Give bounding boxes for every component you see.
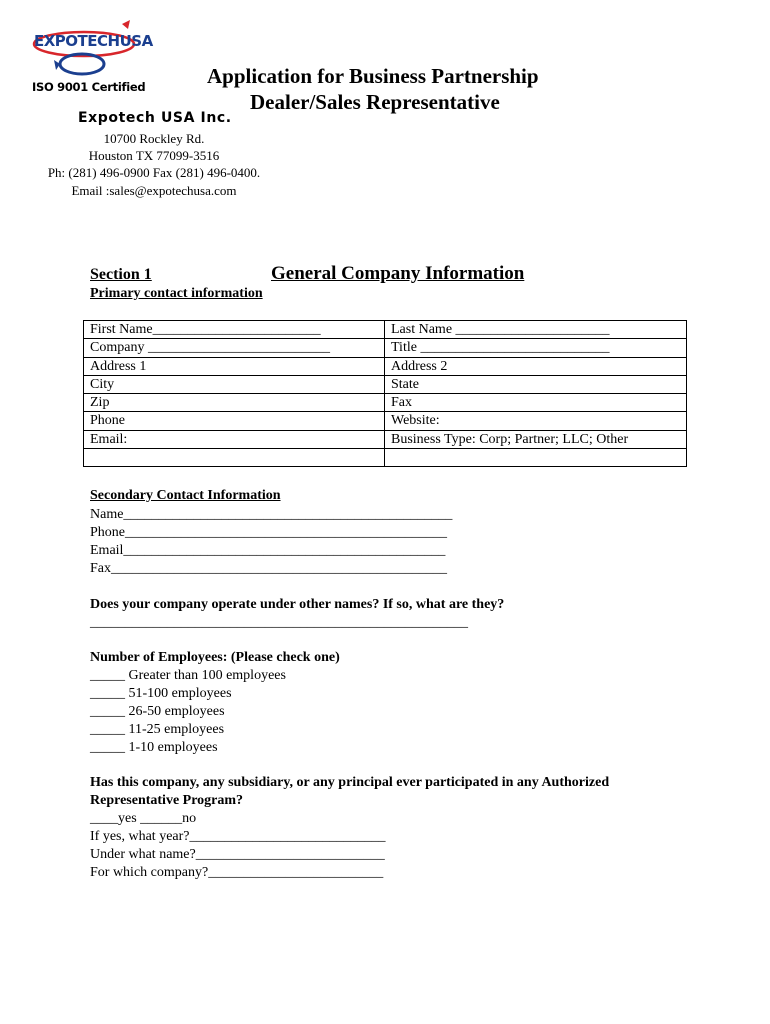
employees-question: Number of Employees: (Please check one) [90, 650, 340, 665]
secondary-email-field[interactable]: Email______________________________________________ [90, 543, 446, 558]
table-row [84, 449, 687, 467]
company-address-line1: 10700 Rockley Rd. [103, 131, 205, 146]
field-fax[interactable]: Fax [385, 394, 687, 412]
field-phone[interactable]: Phone [84, 412, 385, 430]
field-title[interactable]: Title ___________________________ [385, 339, 687, 357]
secondary-contact-label: Secondary Contact Information [90, 488, 281, 503]
logo-wordmark [34, 32, 153, 51]
table-row [84, 375, 687, 393]
secondary-name-field[interactable]: Name_______________________________________________ [90, 507, 453, 522]
field-company[interactable]: Company __________________________ [84, 339, 385, 357]
logo-brand-text: EXPOTECHUSA [34, 32, 153, 50]
company-address-line2: Houston TX 77099-3516 [88, 148, 220, 163]
field-blank-left[interactable] [84, 449, 385, 467]
company-phone-fax: Ph: (281) 496-0900 Fax (281) 496-0400. [47, 165, 261, 180]
field-business-type[interactable]: Business Type: Corp; Partner; LLC; Other [385, 430, 687, 448]
secondary-phone-field[interactable]: Phone______________________________________________ [90, 525, 447, 540]
field-city[interactable]: City [84, 375, 385, 393]
company-name: Expotech USA Inc. [78, 110, 232, 126]
field-address-2[interactable]: Address 2 [385, 357, 687, 375]
table-row [84, 394, 687, 412]
primary-contact-table [83, 320, 687, 467]
employee-option-100plus[interactable]: _____ Greater than 100 employees [90, 668, 286, 683]
field-zip[interactable]: Zip [84, 394, 385, 412]
section-label: Section 1 [90, 266, 152, 283]
program-yes-no-field[interactable]: ____yes ______no [90, 811, 197, 826]
employee-option-11-25[interactable]: _____ 11-25 employees [90, 722, 225, 737]
field-address-1[interactable]: Address 1 [84, 357, 385, 375]
field-email[interactable]: Email: [84, 430, 385, 448]
field-first-name[interactable]: First Name________________________ [84, 321, 385, 339]
program-year-field[interactable]: If yes, what year?____________________________ [90, 829, 386, 844]
field-last-name[interactable]: Last Name ______________________ [385, 321, 687, 339]
field-blank-right[interactable] [385, 449, 687, 467]
iso-certification: ISO 9001 Certified [32, 80, 146, 94]
primary-contact-label: Primary contact information [90, 286, 263, 301]
table-row [84, 321, 687, 339]
program-company-field[interactable]: For which company?_________________________ [90, 865, 384, 880]
secondary-fax-field[interactable]: Fax________________________________________________ [90, 561, 447, 576]
other-names-answer-line[interactable]: ______________________________________________________ [90, 615, 468, 630]
table-row [84, 412, 687, 430]
employee-option-1-10[interactable]: _____ 1-10 employees [90, 740, 218, 755]
program-question-line1: Has this company, any subsidiary, or any principal ever participated in any Authorized [90, 775, 610, 790]
page-title-line2: Dealer/Sales Representative [250, 90, 500, 114]
page-title-line1: Application for Business Partnership [207, 64, 539, 88]
section-title: General Company Information [271, 263, 525, 284]
field-state[interactable]: State [385, 375, 687, 393]
employee-option-51-100[interactable]: _____ 51-100 employees [90, 686, 232, 701]
program-question-line2: Representative Program? [90, 793, 244, 808]
table-row [84, 357, 687, 375]
employee-option-26-50[interactable]: _____ 26-50 employees [90, 704, 225, 719]
field-website[interactable]: Website: [385, 412, 687, 430]
table-row [84, 339, 687, 357]
program-name-field[interactable]: Under what name?___________________________ [90, 847, 385, 862]
other-names-question: Does your company operate under other names? If so, what are they? [90, 597, 505, 612]
company-email: Email :sales@expotechusa.com [71, 183, 237, 198]
table-row [84, 430, 687, 448]
